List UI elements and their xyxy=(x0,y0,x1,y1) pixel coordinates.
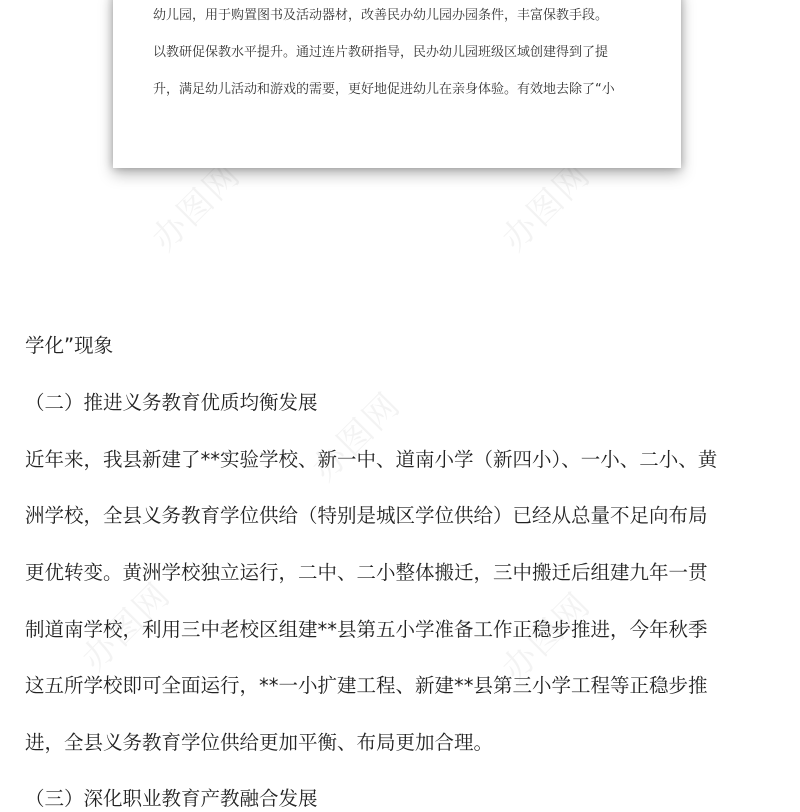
section-heading: （三）深化职业教育产教融合发展 xyxy=(25,787,318,810)
paragraph-line: 学化”现象 xyxy=(25,334,114,357)
paragraph-line: 更优转变。黄洲学校独立运行，二中、二小整体搬迁，三中搬迁后组建九年一贯 xyxy=(25,561,708,584)
paragraph-line: 这五所学校即可全面运行，**一小扩建工程、新建**县第三小学工程等正稳步推 xyxy=(25,674,708,697)
watermark: 办图网 xyxy=(304,384,409,490)
watermark: 办图网 xyxy=(74,574,179,680)
paragraph-line: 升，满足幼儿活动和游戏的需要，更好地促进幼儿在亲身体验。有效地去除了“小 xyxy=(153,82,615,97)
section-heading: （二）推进义务教育优质均衡发展 xyxy=(25,391,318,414)
document-page-preview xyxy=(113,0,681,168)
paragraph-line: 进，全县义务教育学位供给更加平衡、布局更加合理。 xyxy=(25,731,494,754)
paragraph-line: 幼儿园，用于购置图书及活动器材，改善民办幼儿园办园条件，丰富保教手段。 xyxy=(153,8,609,23)
watermark: 办图网 xyxy=(494,154,599,260)
paragraph-line: 以教研促保教水平提升。通过连片教研指导，民办幼儿园班级区域创建得到了提 xyxy=(153,45,609,60)
paragraph-line: 洲学校，全县义务教育学位供给（特别是城区学位供给）已经从总量不足向布局 xyxy=(25,504,708,527)
watermark: 办图网 xyxy=(494,584,599,690)
paragraph-line: 近年来，我县新建了**实验学校、新一中、道南小学（新四小）、一小、二小、黄 xyxy=(25,448,718,471)
watermark: 办图网 xyxy=(144,154,249,260)
paragraph-line: 制道南学校，利用三中老校区组建**县第五小学准备工作正稳步推进，今年秋季 xyxy=(25,618,708,641)
